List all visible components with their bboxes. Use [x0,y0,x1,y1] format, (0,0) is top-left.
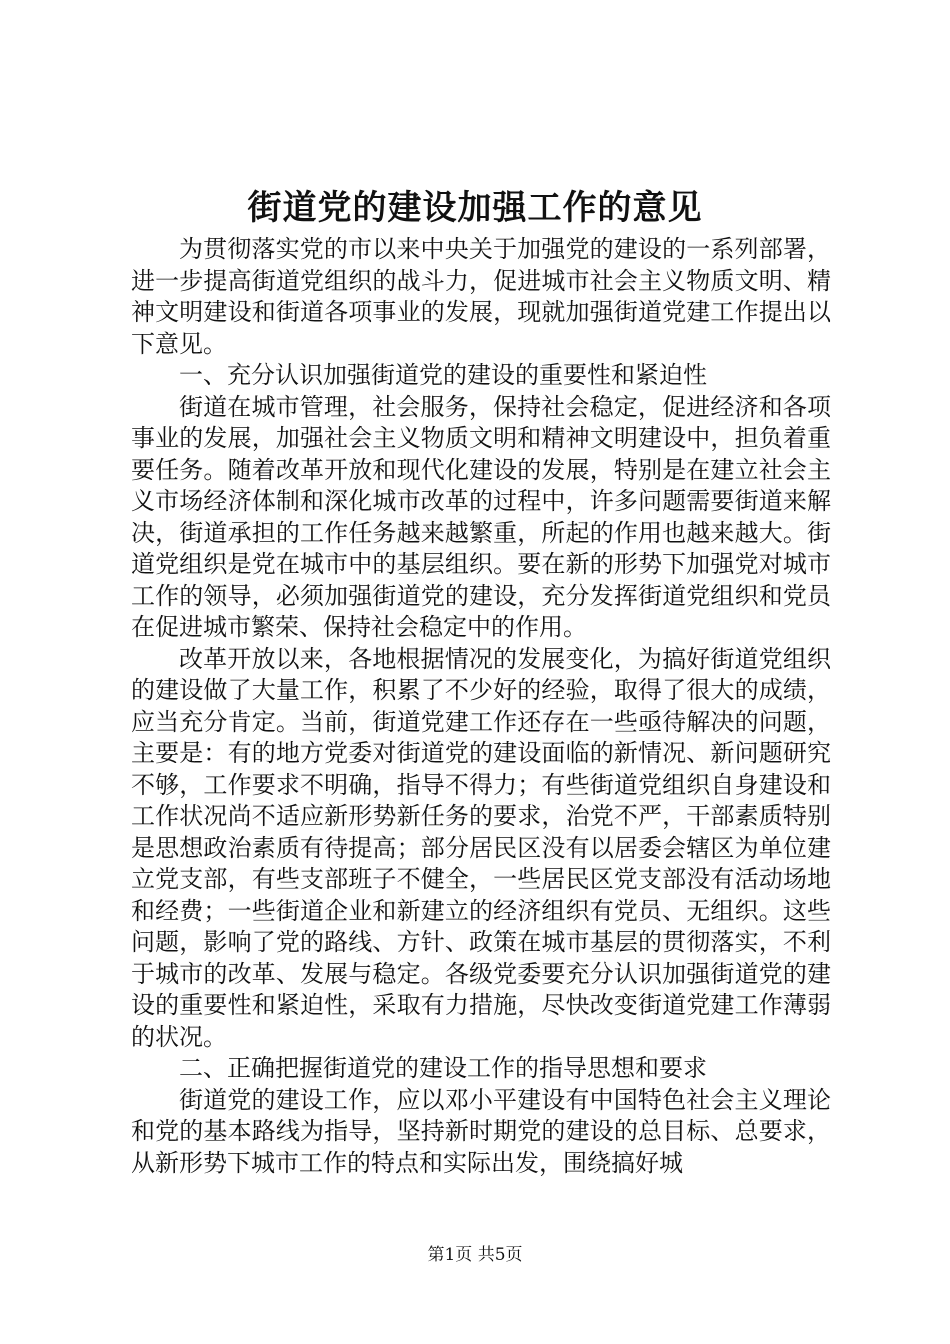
section-heading-2: 二、正确把握街道党的建设工作的指导思想和要求 [179,1054,707,1082]
paragraph-intro: 为贯彻落实党的市以来中央关于加强党的建设的一系列部署，进一步提高街道党组织的战斗力，促进城市社会主义物质文明、精神文明建设和街道各项事业的发展，现就加强街道党建工作提出以下意见。 [131,235,831,358]
section-heading-1: 一、充分认识加强街道党的建设的重要性和紧迫性 [179,361,707,389]
document-title: 街道党的建设加强工作的意见 [247,188,703,228]
paragraph-2: 改革开放以来，各地根据情况的发展变化，为搞好街道党组织的建设做了大量工作，积累了不少好的经验，取得了很大的成绩，应当充分肯定。当前，街道党建工作还存在一些亟待解决的问题，主要是：有的地方党委对街道党的建设面临的新情况、新问题研究不够，工作要求不明确，指导不得力；有些街道党组织自身建设和工作状况尚不适应新形势新任务的要求，治党不严，干部素质特别是思想政治素质有待提高；部分居民区没有以居委会辖区为单位建立党支部，有些支部班子不健全，一些居民区党支部没有活动场地和经费；一些街道企业和新建立的经济组织有党员、无组织。这些问题，影响了党的路线、方针、政策在城市基层的贯彻落实，不利于城市的改革、发展与稳定。各级党委要充分认识加强街道党的建设的重要性和紧迫性，采取有力措施，尽快改变街道党建工作薄弱的状况。 [131,644,831,1051]
page-footer: 第1页 共5页 [427,1245,523,1265]
paragraph-1: 街道在城市管理，社会服务，保持社会稳定，促进经济和各项事业的发展，加强社会主义物质文明和精神文明建设中，担负着重要任务。随着改革开放和现代化建设的发展，特别是在建立社会主义市场经济体制和深化城市改革的过程中，许多问题需要街道来解决，街道承担的工作任务越来越繁重，所起的作用也越来越大。街道党组织是党在城市中的基层组织。要在新的形势下加强党对城市工作的领导，必须加强街道党的建设，充分发挥街道党组织和党员在促进城市繁荣、保持社会稳定中的作用。 [131,392,831,641]
document-body [131,234,831,1179]
paragraph-3: 街道党的建设工作，应以邓小平建设有中国特色社会主义理论和党的基本路线为指导，坚持新时期党的建设的总目标、总要求，从新形势下城市工作的特点和实际出发，围绕搞好城 [131,1085,831,1177]
